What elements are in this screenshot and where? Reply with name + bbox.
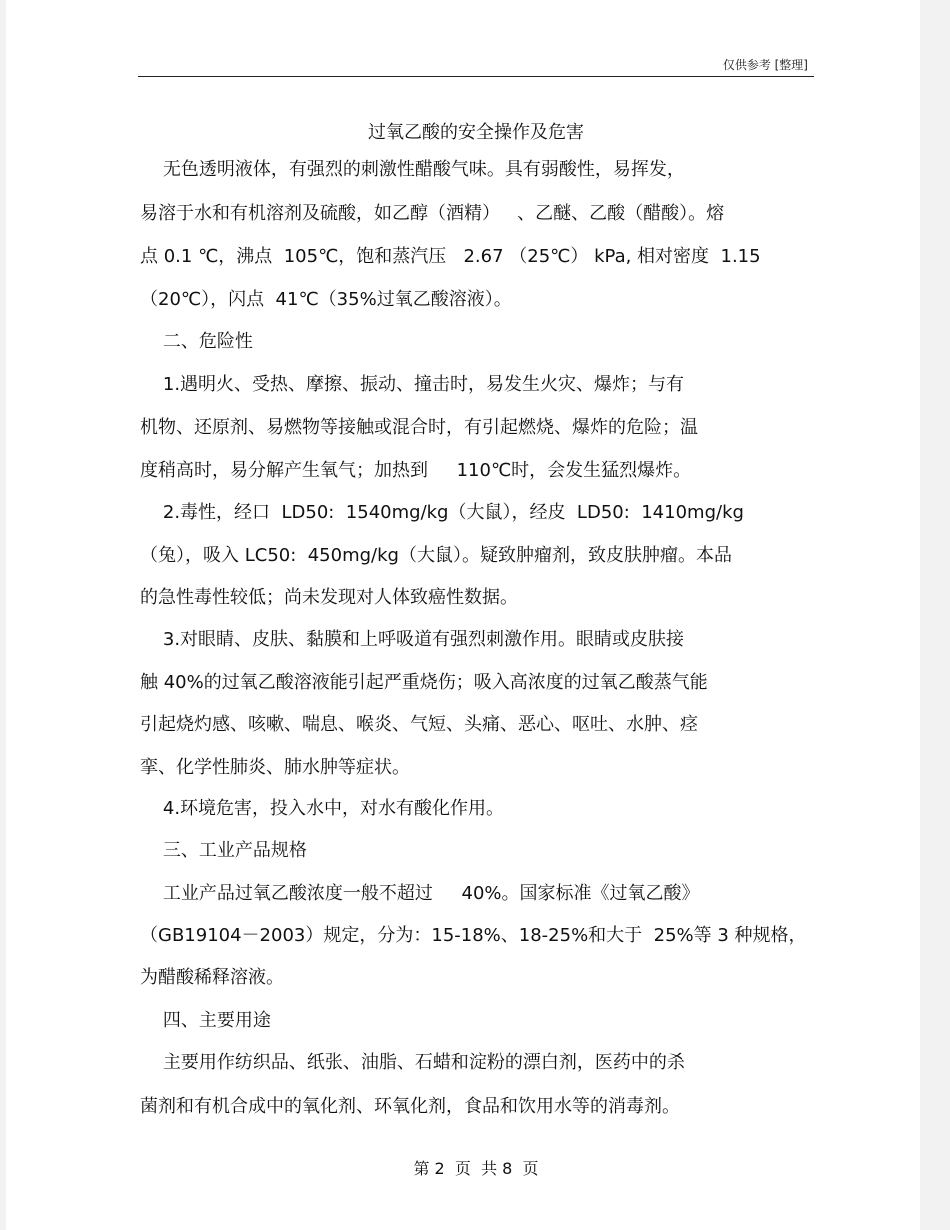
text-line: （兔），吸入 LC50: 450mg/kg（大鼠）。疑致肿瘤剂，致皮肤肿瘤。本品 [140,545,732,566]
text-line: （20℃），闪点 41℃（35%过氧乙酸溶液）。 [140,289,512,310]
text-line: 易溶于水和有机溶剂及硫酸，如乙醇（酒精） 、乙醚、乙酸（醋酸）。熔 [140,203,725,224]
text-line: 点 0.1 ℃，沸点 105℃，饱和蒸汽压 2.67 （25℃） kPa, 相对密度 1.15 [140,246,761,267]
text-line: 度稍高时，易分解产生氧气；加热到 110℃时，会发生猛烈爆炸。 [140,460,692,481]
text-line: 为醋酸稀释溶液。 [140,967,284,988]
text-line: 触 40%的过氧乙酸溶液能引起严重烧伤；吸入高浓度的过氧乙酸蒸气能 [140,672,708,693]
text-line: 引起烧灼感、咳嗽、喘息、喉炎、气短、头痛、恶心、呕吐、水肿、痉 [140,714,698,735]
text-line: 主要用作纺织品、纸张、油脂、石蜡和淀粉的漂白剂，医药中的杀 [140,1052,685,1073]
section-heading: 四、主要用途 [140,1010,271,1031]
text-line: 3.对眼睛、皮肤、黏膜和上呼吸道有强烈刺激作用。眼睛或皮肤接 [140,629,685,650]
text-line: 无色透明液体，有强烈的刺激性醋酸气味。具有弱酸性，易挥发， [140,159,685,180]
text-line: 4.环境危害，投入水中，对水有酸化作用。 [140,798,505,819]
text-line: （GB19104－2003）规定，分为：15-18%、18-25%和大于 25%等 3 种规格， [140,925,807,946]
text-line: 工业产品过氧乙酸浓度一般不超过 40%。国家标准《过氧乙酸》 [140,883,700,904]
section-heading: 三、工业产品规格 [140,840,307,861]
text-line: 的急性毒性较低；尚未发现对人体致癌性数据。 [140,587,518,608]
page-number: 第 2 页 共 8 页 [413,1159,539,1178]
text-line: 1.遇明火、受热、摩擦、振动、撞击时，易发生火灾、爆炸；与有 [140,374,685,395]
text-line: 机物、还原剂、易燃物等接触或混合时，有引起燃烧、爆炸的危险；温 [140,417,698,438]
document-title: 过氧乙酸的安全操作及危害 [368,122,584,143]
text-line: 挛、化学性肺炎、肺水肿等症状。 [140,757,410,778]
text-line: 菌剂和有机合成中的氧化剂、环氧化剂，食品和饮用水等的消毒剂。 [140,1096,680,1117]
text-line: 2.毒性，经口 LD50: 1540mg/kg（大鼠），经皮 LD50: 1410mg/kg [140,502,744,523]
document-page [6,0,920,1230]
header-divider [138,76,814,77]
header-note: 仅供参考 [整理] [722,58,808,72]
section-heading: 二、危险性 [140,331,253,352]
